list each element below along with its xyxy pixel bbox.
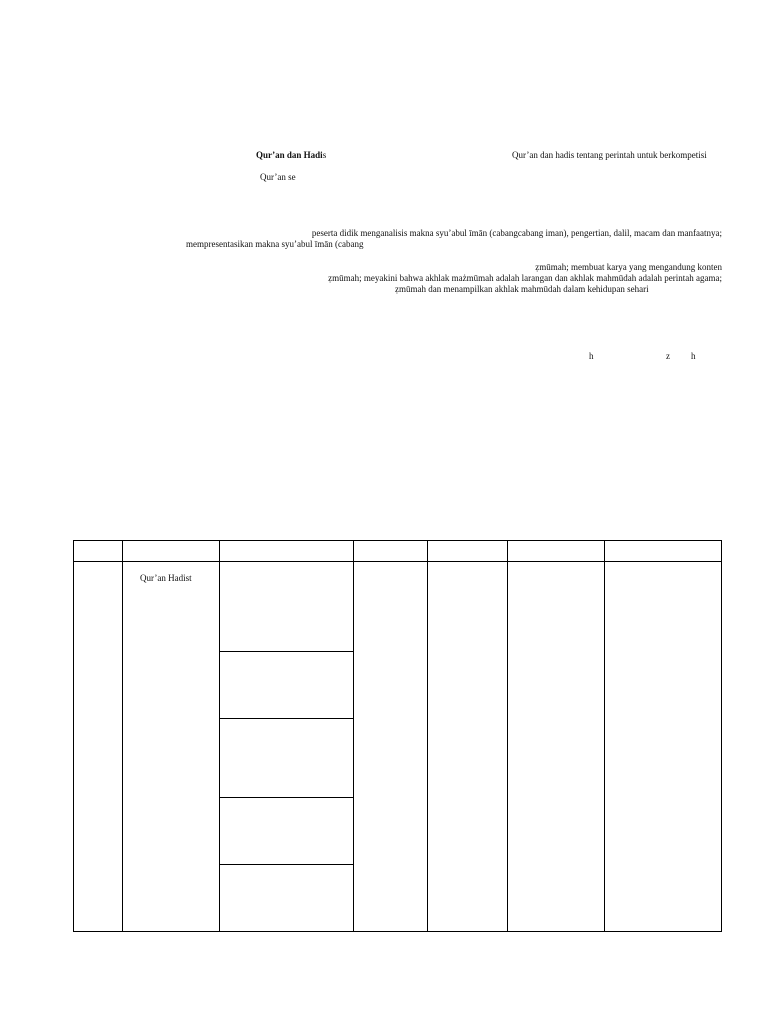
column-7-cell [605, 562, 722, 932]
header-cell-3 [220, 541, 354, 562]
objective-line-1: peserta didik menganalisis makna syu’abul īmān (cabangcabang iman), pengertian, dalil, macam dan manfaatnya; [311, 228, 722, 238]
indicator-block-2 [220, 652, 353, 719]
subject-cell [123, 562, 220, 932]
header-cell-2 [123, 541, 220, 562]
header-cell-5 [428, 541, 508, 562]
header-cell-4 [354, 541, 428, 562]
indicator-block-3 [220, 719, 353, 798]
subject-short: Qur’an se [260, 172, 296, 182]
objective-line-2: mempresentasikan makna syu’abul īmān (cabang [186, 239, 364, 249]
row-number-cell [74, 562, 123, 932]
column-6-cell [508, 562, 605, 932]
indicator-block-4 [220, 798, 353, 865]
column-5-cell [428, 562, 508, 932]
header-cell-6 [508, 541, 605, 562]
topic-title: Qur’an dan hadis tentang perintah untuk berkompetisi [512, 150, 707, 160]
indicator-cell [220, 562, 354, 932]
header-cell-7 [605, 541, 722, 562]
table-header-row [74, 541, 722, 562]
subject-title-tail: s [322, 150, 327, 160]
fragment-2: z [666, 351, 670, 361]
header-cell-1 [74, 541, 123, 562]
objective-line-3: ẓmūmah; membuat karya yang mengandung konten [535, 262, 722, 272]
indicator-block-1 [220, 562, 353, 652]
subject-cell-text: Qur’an Hadist [140, 573, 192, 583]
column-4-cell [354, 562, 428, 932]
fragment-3: h [691, 351, 696, 361]
subject-title-main: Qur’an dan Hadi [256, 150, 323, 160]
objective-line-5: ẓmūmah dan menampilkan akhlak mahmūdah dalam kehidupan sehari [395, 284, 649, 294]
objective-line-4: ẓmūmah; meyakini bahwa akhlak mażmūmah adalah larangan dan akhlak mahmūdah adalah perintah agama; [328, 273, 722, 283]
table-row [74, 562, 722, 932]
indicator-block-5 [220, 865, 353, 931]
fragment-1: h [589, 351, 594, 361]
lesson-plan-table [73, 540, 722, 932]
indicator-stack [220, 562, 353, 931]
subject-title [256, 150, 326, 161]
